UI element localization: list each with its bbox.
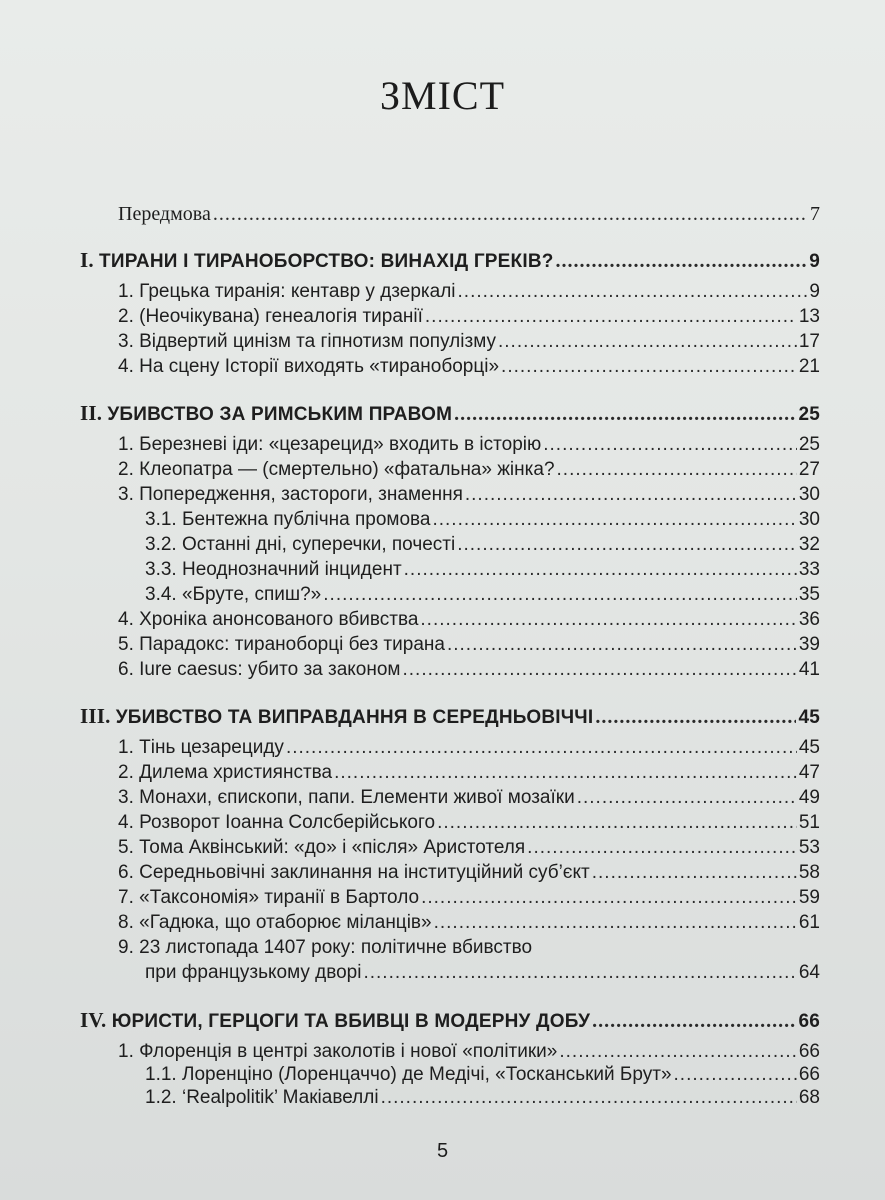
- toc-section[interactable]: [118, 911, 820, 935]
- leader-dots: [543, 433, 797, 457]
- section-title: 2. Дилема християнства: [118, 762, 333, 783]
- section-title: 3. Відвертий цинізм та гіпнотизм популізму: [118, 331, 496, 352]
- section-page: 53: [798, 837, 820, 858]
- section-title: 1. Тінь цезарециду: [118, 737, 284, 758]
- chapter-page: 9: [809, 251, 820, 272]
- section-page: 17: [798, 331, 820, 352]
- section-title: 2. Клеопатра — (смертельно) «фатальна» жінка?: [118, 459, 555, 480]
- toc-section[interactable]: [118, 458, 820, 482]
- page-number: 5: [436, 1140, 449, 1162]
- section-title: 1. Флоренція в центрі заколотів і нової «політики»: [118, 1041, 558, 1062]
- section-page: 27: [798, 459, 820, 480]
- toc-section[interactable]: [118, 433, 820, 457]
- leader-dots: [592, 1009, 796, 1033]
- leader-dots: [674, 1063, 797, 1087]
- toc-section[interactable]: [118, 483, 820, 507]
- leader-dots: [286, 736, 797, 760]
- leader-dots: [403, 658, 797, 682]
- toc-section[interactable]: [118, 1040, 820, 1064]
- toc-entry-page: 7: [810, 203, 820, 225]
- section-title: 5. Тома Аквінський: «до» і «після» Аристотеля: [118, 837, 526, 858]
- section-page: 58: [798, 862, 820, 883]
- section-title: 8. «Гадюка, що отаборює міланців»: [118, 912, 432, 933]
- section-title-continuation: при французькому дворі: [145, 962, 362, 983]
- toc-subsection[interactable]: [145, 1063, 820, 1087]
- leader-dots: [425, 305, 797, 329]
- leader-dots: [592, 861, 797, 885]
- chapter-page: 25: [798, 404, 820, 425]
- leader-dots: [559, 1040, 797, 1064]
- toc-chapter-4[interactable]: [80, 1008, 820, 1034]
- leader-dots: [421, 886, 797, 910]
- subsection-page: 66: [798, 1064, 820, 1085]
- leader-dots: [457, 533, 797, 557]
- leader-dots: [458, 280, 808, 304]
- subsection-title: 3.2. Останні дні, суперечки, почесті: [145, 534, 456, 555]
- chapter-numeral: II.: [80, 401, 103, 425]
- toc-chapter-1[interactable]: [80, 248, 820, 274]
- toc-section[interactable]: [118, 736, 820, 760]
- section-page: 13: [798, 306, 820, 327]
- section-title: 4. Розворот Іоанна Солсберійського: [118, 812, 436, 833]
- chapter-title: ЮРИСТИ, ГЕРЦОГИ ТА ВБИВЦІ В МОДЕРНУ ДОБУ: [111, 1011, 591, 1032]
- section-page: 39: [798, 634, 820, 655]
- toc-section[interactable]: [118, 280, 820, 304]
- chapter-page: 45: [798, 707, 820, 728]
- section-page: 64: [798, 962, 820, 983]
- section-page: 41: [798, 659, 820, 680]
- section-page: 21: [798, 356, 820, 377]
- subsection-title: 3.3. Неоднозначний інцидент: [145, 559, 402, 580]
- leader-dots: [498, 330, 797, 354]
- leader-dots: [501, 355, 797, 379]
- section-title: 6. Iure caesus: убито за законом: [118, 659, 401, 680]
- toc-section[interactable]: [118, 608, 820, 632]
- section-page: 51: [798, 812, 820, 833]
- section-title: 4. Хроніка анонсованого вбивства: [118, 609, 419, 630]
- leader-dots: [556, 249, 808, 273]
- leader-dots: [434, 911, 797, 935]
- toc-subsection[interactable]: [145, 533, 820, 557]
- toc-subsection[interactable]: [145, 583, 820, 607]
- toc-section[interactable]: [118, 330, 820, 354]
- toc-section[interactable]: [118, 861, 820, 885]
- section-page: 30: [798, 484, 820, 505]
- leader-dots: [557, 458, 797, 482]
- toc-section-continuation[interactable]: [145, 961, 820, 985]
- toc-section[interactable]: [118, 761, 820, 785]
- toc-section[interactable]: [118, 305, 820, 329]
- chapter-title: УБИВСТВО ЗА РИМСЬКИМ ПРАВОМ: [107, 404, 453, 425]
- section-page: 25: [798, 434, 820, 455]
- page-title: ЗМІСТ: [379, 73, 506, 118]
- toc-section-multiline[interactable]: [118, 936, 820, 960]
- section-page: 59: [798, 887, 820, 908]
- section-page: 47: [798, 762, 820, 783]
- section-page: 9: [809, 281, 820, 302]
- subsection-title: 1.2. ‘Realpolitik’ Макіавеллі: [145, 1087, 379, 1108]
- subsection-page: 32: [798, 534, 820, 555]
- section-title: 1. Березневі іди: «цезарецид» входить в історію: [118, 434, 542, 455]
- section-title: 6. Середньовічні заклинання на інституційний суб’єкт: [118, 862, 590, 883]
- leader-dots: [213, 202, 808, 226]
- toc-chapter-2[interactable]: [80, 401, 820, 427]
- toc-section[interactable]: [118, 355, 820, 379]
- section-title: 1. Грецька тиранія: кентавр у дзеркалі: [118, 281, 456, 302]
- leader-dots: [465, 483, 797, 507]
- section-title: 3. Попередження, застороги, знамення: [118, 484, 463, 505]
- leader-dots: [420, 608, 796, 632]
- section-title: 4. На сцену Історії виходять «тираноборці»: [118, 356, 500, 377]
- subsection-title: 1.1. Лоренціно (Лоренцаччо) де Медічі, «Тосканський Брут»: [145, 1064, 672, 1085]
- chapter-numeral: I.: [80, 248, 94, 272]
- section-page: 61: [798, 912, 820, 933]
- leader-dots: [454, 402, 796, 426]
- toc-chapter-3[interactable]: [80, 704, 820, 730]
- section-page: 66: [798, 1041, 820, 1062]
- toc-section[interactable]: [118, 886, 820, 910]
- chapter-page: 66: [798, 1011, 820, 1032]
- section-page: 49: [798, 787, 820, 808]
- leader-dots: [437, 811, 797, 835]
- toc-subsection[interactable]: [145, 1086, 820, 1110]
- leader-dots: [577, 786, 797, 810]
- chapter-title: УБИВСТВО ТА ВИПРАВДАННЯ В СЕРЕДНЬОВІЧЧІ: [115, 707, 594, 728]
- toc-section[interactable]: [118, 658, 820, 682]
- section-title: 2. (Неочікувана) генеалогія тиранії: [118, 306, 423, 327]
- leader-dots: [404, 558, 797, 582]
- section-title: 3. Монахи, єпископи, папи. Елементи живої мозаїки: [118, 787, 575, 808]
- chapter-numeral: IV.: [80, 1008, 107, 1032]
- section-page: 36: [798, 609, 820, 630]
- subsection-title: 3.4. «Бруте, спиш?»: [145, 584, 322, 605]
- subsection-page: 33: [798, 559, 820, 580]
- subsection-page: 30: [798, 509, 820, 530]
- leader-dots: [527, 836, 797, 860]
- subsection-page: 35: [798, 584, 820, 605]
- toc-section[interactable]: [118, 836, 820, 860]
- section-page: 45: [798, 737, 820, 758]
- section-title: 9. 23 листопада 1407 року: політичне вбивство: [118, 937, 533, 958]
- toc-subsection[interactable]: [145, 508, 820, 532]
- leader-dots: [381, 1086, 797, 1110]
- leader-dots: [432, 508, 796, 532]
- toc-section[interactable]: [118, 786, 820, 810]
- toc-section[interactable]: [118, 633, 820, 657]
- leader-dots: [323, 583, 797, 607]
- leader-dots: [363, 961, 796, 985]
- toc-subsection[interactable]: [145, 558, 820, 582]
- toc-entry-label: Передмова: [118, 203, 211, 225]
- leader-dots: [595, 705, 796, 729]
- section-title: 7. «Таксономія» тиранії в Бартоло: [118, 887, 420, 908]
- subsection-page: 68: [798, 1087, 820, 1108]
- leader-dots: [334, 761, 797, 785]
- toc-section[interactable]: [118, 811, 820, 835]
- chapter-numeral: III.: [80, 704, 111, 728]
- leader-dots: [447, 633, 797, 657]
- toc-entry-preface[interactable]: [118, 202, 820, 226]
- subsection-title: 3.1. Бентежна публічна промова: [145, 509, 431, 530]
- chapter-title: ТИРАНИ І ТИРАНОБОРСТВО: ВИНАХІД ГРЕКІВ?: [99, 251, 554, 272]
- section-title: 5. Парадокс: тираноборці без тирана: [118, 634, 445, 655]
